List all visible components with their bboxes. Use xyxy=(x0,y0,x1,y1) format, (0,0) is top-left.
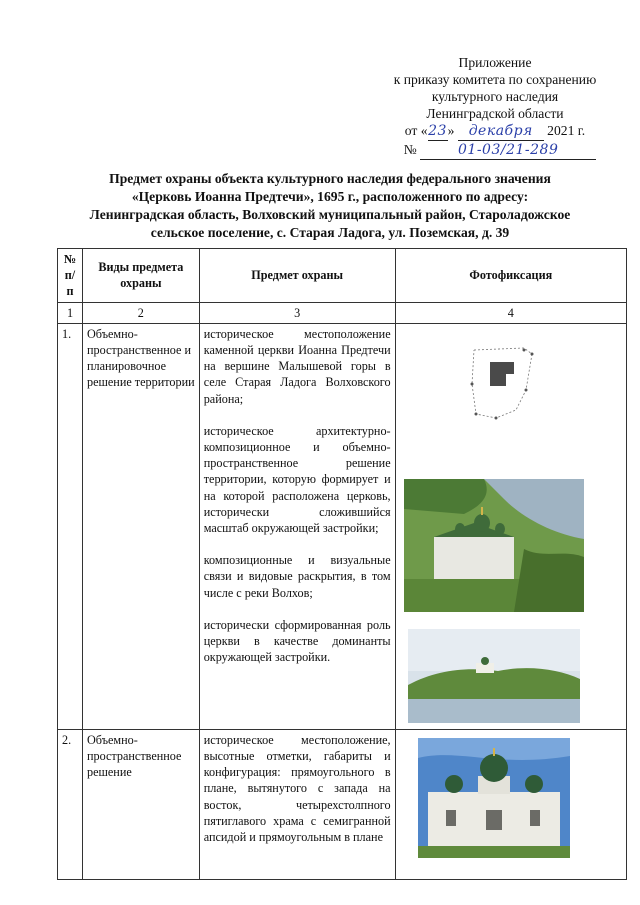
appendix-line-4: Ленинградской области xyxy=(426,106,564,121)
col-number-2: 2 xyxy=(83,302,200,323)
protection-table xyxy=(57,248,627,880)
title-line-3: Ленинградская область, Волховский муниципальный район, Староладожское xyxy=(89,207,571,222)
column-number-row xyxy=(58,302,627,323)
date-month-handwritten: декабря xyxy=(458,123,544,141)
col-number-3: 3 xyxy=(199,302,395,323)
date-year: 2021 г. xyxy=(547,123,586,138)
row-2-photos xyxy=(395,729,626,879)
header-type: Виды предмета охраны xyxy=(83,249,200,303)
header-num: № п/п xyxy=(58,249,83,303)
row-1-type: Объемно-пространственное и планировочное решение территории xyxy=(83,323,200,729)
row-1-paragraph-2: историческое архитектурно-композиционное и объемно-пространственное решение территории, которую формирует и на которой расположена церковь, исторически сложившийся масштаб окружающей застройки; xyxy=(203,423,391,536)
row-2-type: Объемно-пространственное решение xyxy=(83,729,200,879)
appendix-block xyxy=(370,54,620,160)
river-view-photo xyxy=(408,629,580,723)
col-number-4: 4 xyxy=(395,302,626,323)
date-prefix: от « xyxy=(404,123,428,138)
col-number-1: 1 xyxy=(58,302,83,323)
appendix-line-1: Приложение xyxy=(458,55,532,70)
appendix-number xyxy=(380,141,620,160)
header-subject: Предмет охраны xyxy=(199,249,395,303)
title-line-1: Предмет охраны объекта культурного наследия федерального значения xyxy=(109,171,551,186)
document-title xyxy=(40,170,620,242)
church-facade-photo xyxy=(418,738,570,858)
date-mid: » xyxy=(447,123,455,138)
row-1-subject xyxy=(199,323,395,729)
site-plan-image xyxy=(466,344,546,426)
row-1-paragraph-3: композиционные и визуальные связи и видовые раскрытия, в том числе с реки Волхов; xyxy=(203,553,391,600)
number-handwritten: 01-03/21-289 xyxy=(420,142,596,160)
appendix-line-3: культурного наследия xyxy=(431,89,559,104)
row-1-photos xyxy=(395,323,626,729)
row-1-paragraph-1: историческое местоположение каменной церкви Иоанна Предтечи на вершине Малышевой горы в селе Старая Ладога Волховского района; xyxy=(203,326,391,406)
appendix-date xyxy=(370,122,620,141)
date-day-handwritten: 23 xyxy=(428,123,447,139)
table-header-row xyxy=(58,249,627,303)
row-2-num: 2. xyxy=(58,729,83,879)
title-line-2: «Церковь Иоанна Предтечи», 1695 г., расположенного по адресу: xyxy=(131,189,529,204)
number-prefix: № xyxy=(403,142,417,157)
row-2-subject xyxy=(199,729,395,879)
row-1-num: 1. xyxy=(58,323,83,729)
table-row xyxy=(58,729,627,879)
table-row xyxy=(58,323,627,729)
header-photo: Фотофиксация xyxy=(395,249,626,303)
title-line-4: сельское поселение, с. Старая Ладога, ул. Поземская, д. 39 xyxy=(150,225,510,240)
row-1-paragraph-4: исторически сформированная роль церкви в качестве доминанты окружающей застройки. xyxy=(203,617,391,665)
aerial-church-photo xyxy=(404,479,584,612)
appendix-line-2: к приказу комитета по сохранению xyxy=(393,72,597,87)
row-2-paragraph-1: историческое местоположение, высотные отметки, габариты и конфигурация: прямоугольного в плане, вытянутого с запада на восток, четырехстолпного пятиглавого храма с семигранной апсидой и прямоугольным в плане xyxy=(203,732,391,845)
